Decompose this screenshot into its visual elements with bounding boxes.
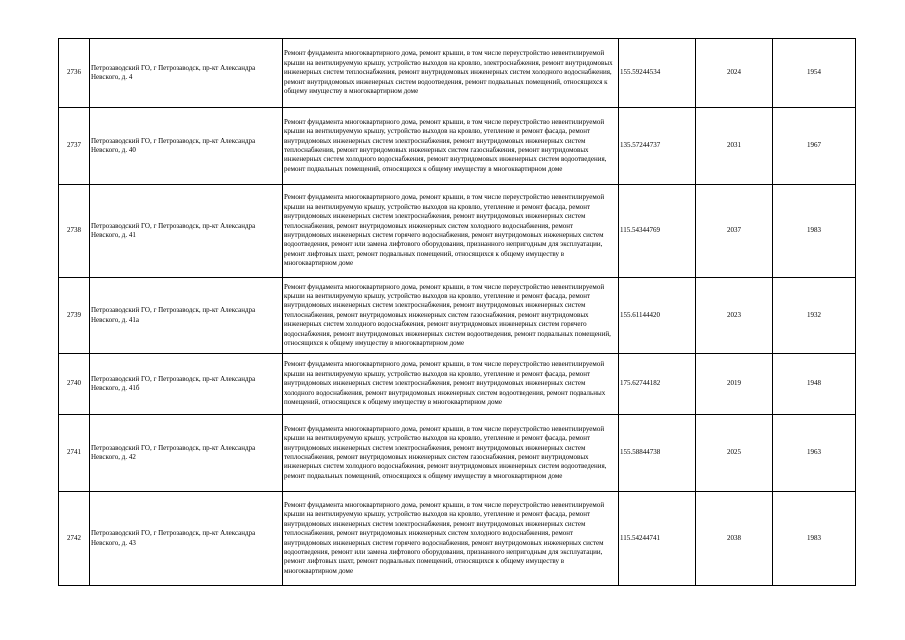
works-cell: Ремонт фундамента многоквартирного дома, ремонт крыши, в том числе переустройство невентилируемой крыши на вентилируемую крышу, устройство выходов на кровлю, утепление и ремонт фасада, ремонт внутридомовых инженерных систем электроснабжения, ремонт внутридомовых инженерных систем теплоснабжения, ремонт внутридомовых инженерных систем холодного водоснабжения, ремонт внутридомовых инженерных систем горячего водоснабжения, ремонт внутридомовых инженерных систем водоотведения, ремонт или замена лифтового оборудования, признанного непригодным для эксплуатации, ремонт лифтовых шахт, ремонт подвальных помещений, относящихся к общему имуществу в многоквартирном доме <box>283 492 619 586</box>
address-cell: Петрозаводский ГО, г Петрозаводск, пр-кт Александра Невского, д. 43 <box>90 492 283 586</box>
table-row <box>59 108 856 185</box>
address-cell: Петрозаводский ГО, г Петрозаводск, пр-кт Александра Невского, д. 42 <box>90 415 283 492</box>
repair-year-cell: 2023 <box>696 278 773 354</box>
build-year-cell: 1963 <box>773 415 856 492</box>
build-year-cell: 1948 <box>773 354 856 415</box>
works-cell: Ремонт фундамента многоквартирного дома, ремонт крыши, в том числе переустройство невентилируемой крыши на вентилируемую крышу, устройство выходов на кровлю, утепление и ремонт фасада, ремонт внутридомовых инженерных систем электроснабжения, ремонт внутридомовых инженерных систем теплоснабжения, ремонт внутридомовых инженерных систем газоснабжения, ремонт внутридомовых инженерных систем холодного водоснабжения, ремонт внутридомовых инженерных систем горячего водоснабжения, ремонт внутридомовых инженерных систем водоотведения, ремонт подвальных помещений, относящихся к общему имуществу в многоквартирном доме <box>283 278 619 354</box>
build-year-cell: 1983 <box>773 185 856 278</box>
address-cell: Петрозаводский ГО, г Петрозаводск, пр-кт Александра Невского, д. 4 <box>90 39 283 108</box>
address-cell: Петрозаводский ГО, г Петрозаводск, пр-кт Александра Невского, д. 41а <box>90 278 283 354</box>
repair-year-cell: 2038 <box>696 492 773 586</box>
table-row <box>59 185 856 278</box>
cost-cell: 115.54344769 <box>619 185 696 278</box>
works-cell: Ремонт фундамента многоквартирного дома, ремонт крыши, в том числе переустройство невентилируемой крыши на вентилируемую крышу, устройство выходов на кровлю, утепление и ремонт фасада, ремонт внутридомовых инженерных систем электроснабжения, ремонт внутридомовых инженерных систем холодного водоснабжения, ремонт внутридомовых инженерных систем водоотведения, ремонт подвальных помещений, относящихся к общему имуществу в многоквартирном доме <box>283 354 619 415</box>
row-number: 2739 <box>59 278 90 354</box>
build-year-cell: 1932 <box>773 278 856 354</box>
cost-cell: 155.61144420 <box>619 278 696 354</box>
build-year-cell: 1967 <box>773 108 856 185</box>
works-cell: Ремонт фундамента многоквартирного дома, ремонт крыши, в том числе переустройство невентилируемой крыши на вентилируемую крышу, устройство выходов на кровлю, утепление и ремонт фасада, ремонт внутридомовых инженерных систем электроснабжения, ремонт внутридомовых инженерных систем теплоснабжения, ремонт внутридомовых инженерных систем холодного водоснабжения, ремонт внутридомовых инженерных систем горячего водоснабжения, ремонт внутридомовых инженерных систем водоотведения, ремонт или замена лифтового оборудования, признанного непригодным для эксплуатации, ремонт лифтовых шахт, ремонт подвальных помещений, относящихся к общему имуществу в многоквартирном доме <box>283 185 619 278</box>
cost-cell: 135.57244737 <box>619 108 696 185</box>
row-number: 2737 <box>59 108 90 185</box>
address-cell: Петрозаводский ГО, г Петрозаводск, пр-кт Александра Невского, д. 41 <box>90 185 283 278</box>
address-cell: Петрозаводский ГО, г Петрозаводск, пр-кт Александра Невского, д. 40 <box>90 108 283 185</box>
repair-year-cell: 2025 <box>696 415 773 492</box>
cost-cell: 115.54244741 <box>619 492 696 586</box>
works-cell: Ремонт фундамента многоквартирного дома, ремонт крыши, в том числе переустройство невентилируемой крыши на вентилируемую крышу, устройство выходов на кровлю, утепление и ремонт фасада, ремонт внутридомовых инженерных систем электроснабжения, ремонт внутридомовых инженерных систем теплоснабжения, ремонт внутридомовых инженерных систем газоснабжения, ремонт внутридомовых инженерных систем холодного водоснабжения, ремонт внутридомовых инженерных систем водоотведения, ремонт подвальных помещений, относящихся к общему имуществу в многоквартирном доме <box>283 415 619 492</box>
address-cell: Петрозаводский ГО, г Петрозаводск, пр-кт Александра Невского, д. 41б <box>90 354 283 415</box>
table-row <box>59 278 856 354</box>
row-number: 2742 <box>59 492 90 586</box>
row-number: 2740 <box>59 354 90 415</box>
build-year-cell: 1954 <box>773 39 856 108</box>
table-row <box>59 415 856 492</box>
table-row <box>59 39 856 108</box>
table-row <box>59 492 856 586</box>
table-row <box>59 354 856 415</box>
cost-cell: 155.59244534 <box>619 39 696 108</box>
works-cell: Ремонт фундамента многоквартирного дома, ремонт крыши, в том числе переустройство невентилируемой крыши на вентилируемую крышу, устройство выходов на кровлю, утепление и ремонт фасада, ремонт внутридомовых инженерных систем электроснабжения, ремонт внутридомовых инженерных систем теплоснабжения, ремонт внутридомовых инженерных систем газоснабжения, ремонт внутридомовых инженерных систем холодного водоснабжения, ремонт внутридомовых инженерных систем водоотведения, ремонт подвальных помещений, относящихся к общему имуществу в многоквартирном доме <box>283 108 619 185</box>
cost-cell: 155.58844738 <box>619 415 696 492</box>
capital-repair-table <box>58 38 856 586</box>
repair-year-cell: 2037 <box>696 185 773 278</box>
row-number: 2736 <box>59 39 90 108</box>
works-cell: Ремонт фундамента многоквартирного дома, ремонт крыши, в том числе переустройство невентилируемой крыши на вентилируемую крышу, устройство выходов на кровлю, электроснабжения, ремонт внутридомовых инженерных систем теплоснабжения, ремонт внутридомовых инженерных систем холодного водоснабжения, ремонт внутридомовых инженерных систем водоотведения, ремонт подвальных помещений, относящихся к общему имуществу в многоквартирном доме <box>283 39 619 108</box>
repair-year-cell: 2031 <box>696 108 773 185</box>
row-number: 2738 <box>59 185 90 278</box>
build-year-cell: 1983 <box>773 492 856 586</box>
row-number: 2741 <box>59 415 90 492</box>
repair-year-cell: 2019 <box>696 354 773 415</box>
cost-cell: 175.62744182 <box>619 354 696 415</box>
repair-year-cell: 2024 <box>696 39 773 108</box>
